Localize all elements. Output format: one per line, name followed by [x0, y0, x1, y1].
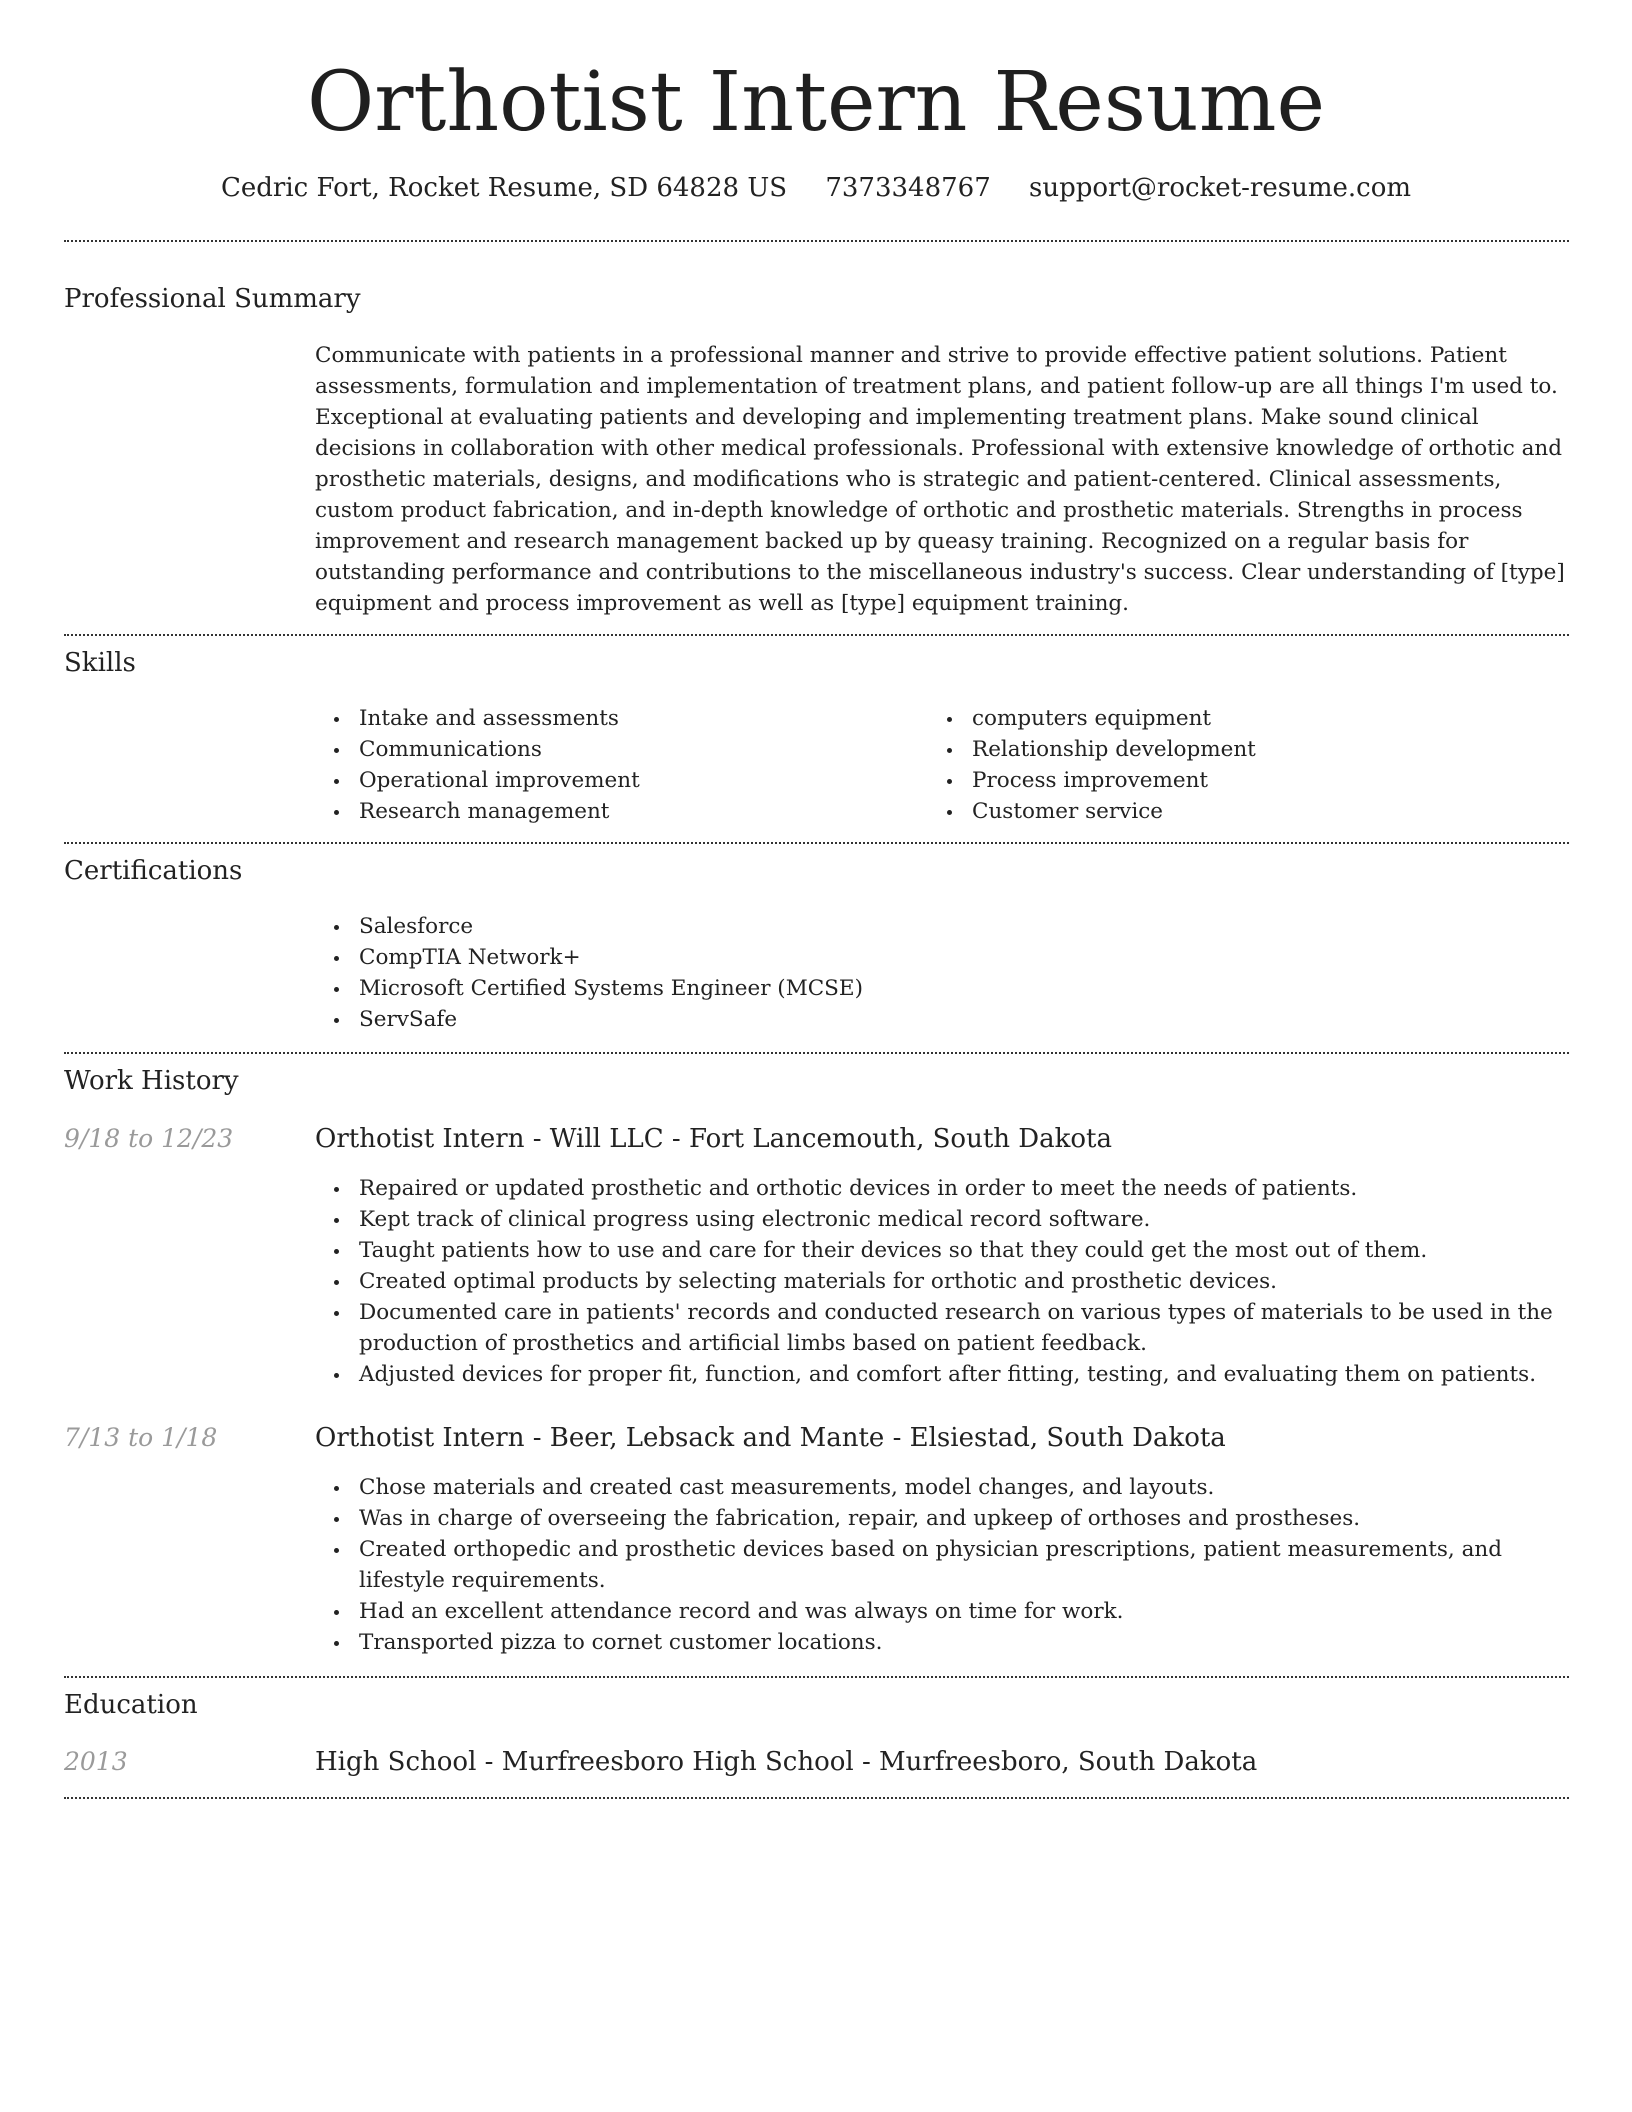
- job-bullet: Adjusted devices for proper fit, function, and comfort after fitting, testing, and evaluating them on patients.: [359, 1359, 1570, 1390]
- contact-email: support@rocket-resume.com: [1029, 173, 1412, 203]
- contact-address: Cedric Fort, Rocket Resume, SD 64828 US: [220, 173, 788, 203]
- skill-item: Process improvement: [972, 765, 1528, 796]
- divider: [64, 634, 1569, 636]
- job-bullet: Transported pizza to cornet customer locations.: [359, 1627, 1570, 1658]
- certification-item: CompTIA Network+: [359, 942, 1570, 973]
- summary-text: Communicate with patients in a professional manner and strive to provide effective patient solutions. Patient assessments, formulation and implementation of treatment plans, and patient follow-up are all things I'm used to. Exceptional at evaluating patients and developing and implementing treatment plans. Make sound clinical decisions in collaboration with other medical professionals. Professional with extensive knowledge of orthotic and prosthetic materials, designs, and modifications who is strategic and patient-centered. Clinical assessments, custom product fabrication, and in-depth knowledge of orthotic and prosthetic materials. Strengths in process improvement and research management backed up by queasy training. Recognized on a regular basis for outstanding performance and contributions to the miscellaneous industry's success. Clear understanding of [type] equipment and process improvement as well as [type] equipment training.: [315, 343, 1565, 616]
- skill-item: Operational improvement: [359, 765, 915, 796]
- certification-item: Microsoft Certified Systems Engineer (MCSE): [359, 973, 1570, 1004]
- contact-phone: 7373348767: [825, 173, 991, 203]
- section-title-summary: Professional Summary: [64, 284, 361, 314]
- summary-block: [315, 340, 1570, 619]
- section-title-certifications: Certifications: [64, 856, 243, 886]
- section-title-skills: Skills: [64, 648, 136, 678]
- divider: [64, 240, 1569, 242]
- job-bullet: Was in charge of overseeing the fabrication, repair, and upkeep of orthoses and prostheses.: [359, 1503, 1570, 1534]
- job-bullet: Taught patients how to use and care for their devices so that they could get the most out of them.: [359, 1235, 1570, 1266]
- section-title-education: Education: [64, 1690, 198, 1720]
- divider: [64, 842, 1569, 844]
- skills-column-right: [928, 703, 1528, 827]
- education-title: High School - Murfreesboro High School - Murfreesboro, South Dakota: [315, 1747, 1258, 1777]
- job-bullets: [315, 1472, 1570, 1658]
- job-title: Orthotist Intern - Beer, Lebsack and Mante - Elsiestad, South Dakota: [315, 1423, 1226, 1453]
- skill-item: Research management: [359, 796, 915, 827]
- divider: [64, 1676, 1569, 1678]
- skill-item: Intake and assessments: [359, 703, 915, 734]
- job-dates: 7/13 to 1/18: [64, 1423, 218, 1452]
- certifications-list: [315, 911, 1570, 1035]
- divider: [64, 1052, 1569, 1054]
- skill-item: Relationship development: [972, 734, 1528, 765]
- job-title: Orthotist Intern - Will LLC - Fort Lancemouth, South Dakota: [315, 1124, 1112, 1154]
- skill-item: Communications: [359, 734, 915, 765]
- job-bullet: Created orthopedic and prosthetic devices based on physician prescriptions, patient measurements, and lifestyle requirements.: [359, 1534, 1570, 1596]
- section-title-work-history: Work History: [64, 1066, 239, 1096]
- job-bullets: [315, 1173, 1570, 1390]
- job-dates: 9/18 to 12/23: [64, 1124, 234, 1153]
- education-date: 2013: [64, 1747, 128, 1776]
- divider: [64, 1797, 1569, 1799]
- skills-column-left: [315, 703, 915, 827]
- job-bullet: Documented care in patients' records and conducted research on various types of materials to be used in the production of prosthetics and artificial limbs based on patient feedback.: [359, 1297, 1570, 1359]
- job-bullet: Created optimal products by selecting materials for orthotic and prosthetic devices.: [359, 1266, 1570, 1297]
- job-bullet: Repaired or updated prosthetic and orthotic devices in order to meet the needs of patients.: [359, 1173, 1570, 1204]
- job-bullet: Had an excellent attendance record and was always on time for work.: [359, 1596, 1570, 1627]
- skill-item: computers equipment: [972, 703, 1528, 734]
- skill-item: Customer service: [972, 796, 1528, 827]
- contact-line: [0, 168, 1632, 208]
- job-bullet: Kept track of clinical progress using electronic medical record software.: [359, 1204, 1570, 1235]
- certification-item: ServSafe: [359, 1004, 1570, 1035]
- resume-title: Orthotist Intern Resume: [306, 55, 1326, 150]
- job-bullet: Chose materials and created cast measurements, model changes, and layouts.: [359, 1472, 1570, 1503]
- certification-item: Salesforce: [359, 911, 1570, 942]
